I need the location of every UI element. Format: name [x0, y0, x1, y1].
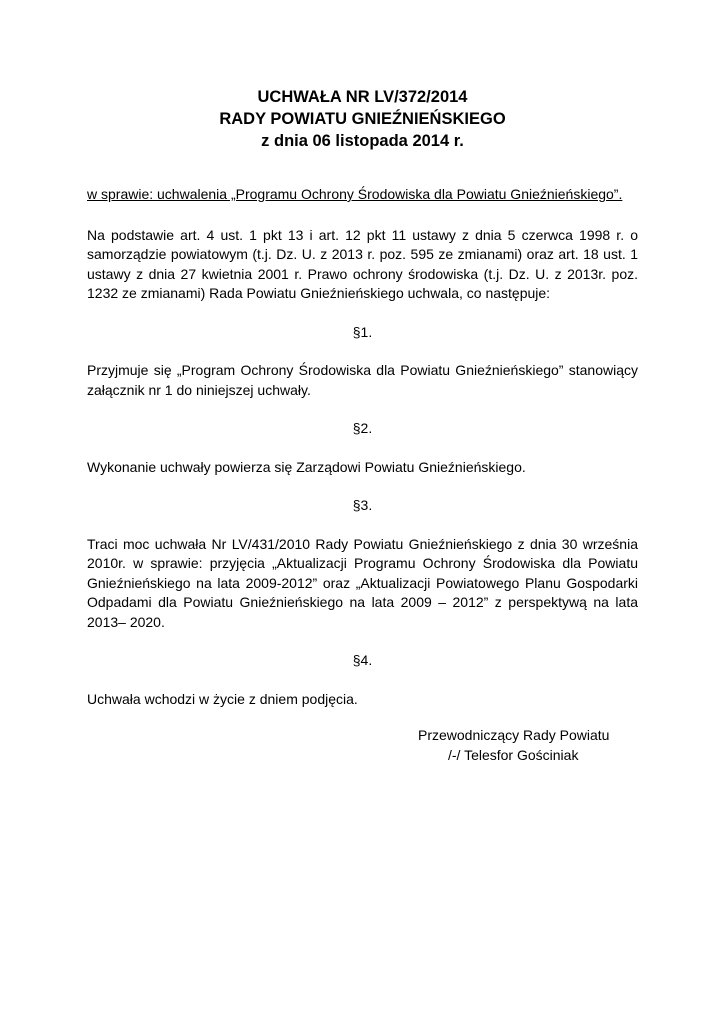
section-text-4: Uchwała wchodzi w życie z dniem podjęcia. [87, 690, 358, 707]
resolution-subject: w sprawie: uchwalenia „Programu Ochrony Środowiska dla Powiatu Gnieźnieńskiego”. [87, 186, 623, 202]
section-text-1: Przyjmuje się „Program Ochrony Środowiska dla Powiatu Gnieźnieńskiego” stanowiący załącznik nr 1 do niniejszej uchwały. [87, 362, 638, 398]
section-heading-1: §1. [352, 323, 373, 340]
section-heading-2: §2. [352, 420, 373, 436]
resolution-number: UCHWAŁA NR LV/372/2014 [257, 88, 468, 106]
section-text-3: Traci moc uchwała Nr LV/431/2010 Rady Powiatu Gnieźnieńskiego z dnia 30 września 2010r. w sprawie: przyjęcia „Aktualizacji Programu Ochrony Środowiska dla Powiatu Gnieźnieńskiego na lata 2009-2012” oraz „Aktualizacji Powiatowego Planu Gospodarki Odpadami dla Powiatu Gnieźnieńskiego na lata 2009 – 2012” z perspektywą na lata 2013– 2020. [87, 535, 638, 630]
resolution-date: z dnia 06 listopada 2014 r. [261, 132, 464, 150]
document-body [87, 86, 638, 763]
council-name: RADY POWIATU GNIEŹNIEŃSKIEGO [219, 110, 506, 128]
section-text-2: Wykonanie uchwały powierza się Zarządowi Powiatu Gnieźnieńskiego. [87, 458, 526, 475]
resolution-title [87, 86, 638, 152]
legal-basis: Na podstawie art. 4 ust. 1 pkt 13 i art. 12 pkt 11 ustawy z dnia 5 czerwca 1998 r. o samorządzie powiatowym (t.j. Dz. U. z 2013 r. poz. 595 ze zmianami) oraz art. 18 ust. 1 ustawy z dnia 27 kwietnia 2001 r. Prawo ochrony środowiska (t.j. Dz. U. z 2013r. poz. 1232 ze zmianami) Rada Powiatu Gnieźnieńskiego uchwala, co następuje: [87, 226, 638, 301]
signature-block [418, 726, 638, 765]
signatory-name: /-/ Telesfor Gościniak [448, 746, 579, 763]
signatory-title: Przewodniczący Rady Powiatu [418, 727, 610, 743]
section-heading-3: §3. [352, 497, 373, 513]
section-heading-4: §4. [352, 652, 373, 668]
